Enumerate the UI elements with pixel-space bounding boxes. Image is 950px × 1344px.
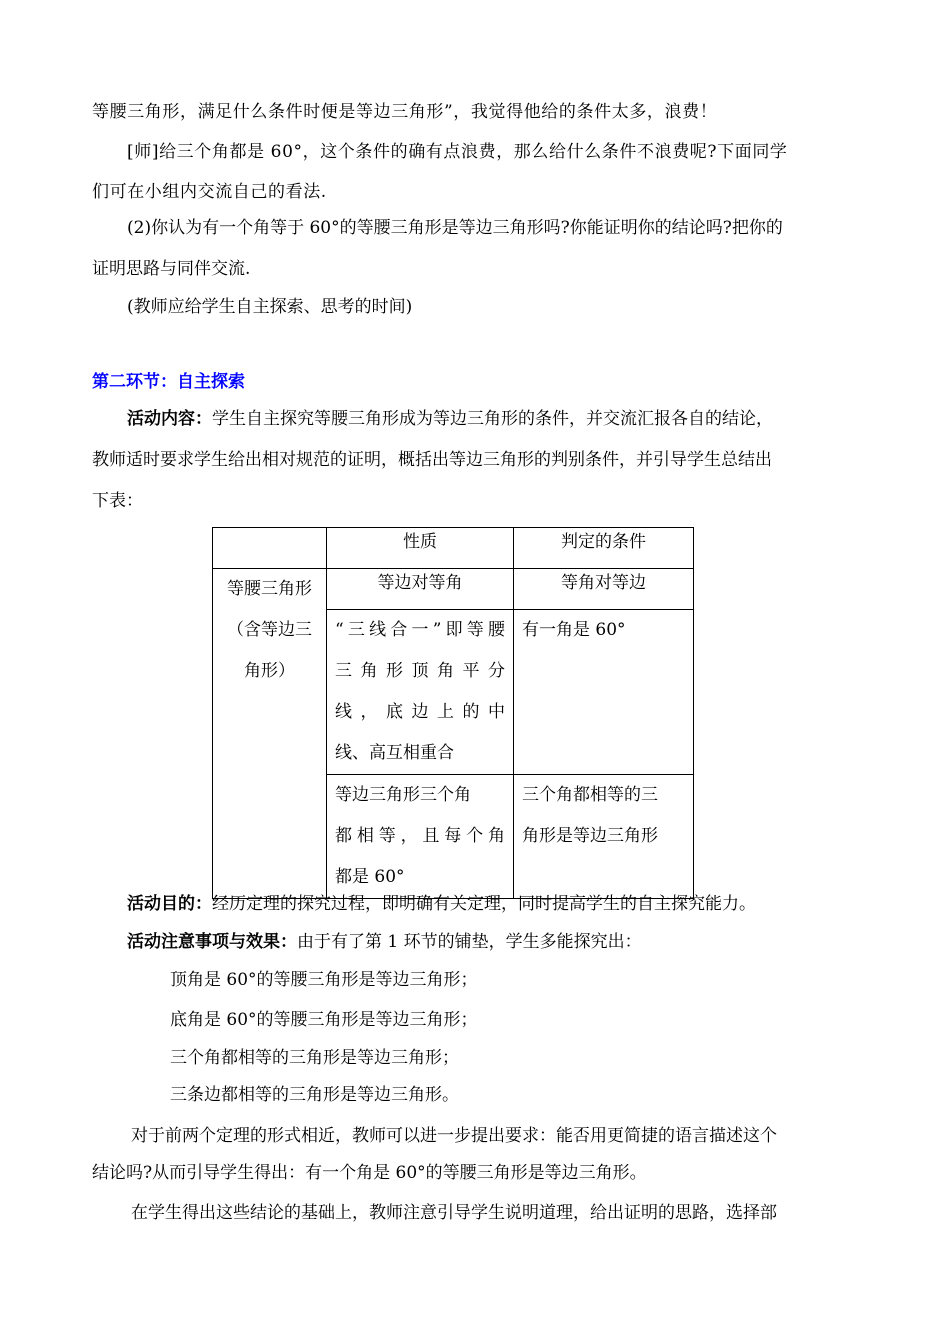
activity-goal-text: 经历定理的探究过程，即明确有关定理，同时提高学生的自主探究能力。 — [212, 894, 756, 914]
cell-line: 线、高互相重合 — [335, 743, 454, 763]
paragraph-line: 证明思路与同伴交流. — [92, 259, 251, 279]
property-cell: 等边对等角 — [327, 569, 514, 610]
condition-cell — [514, 775, 694, 899]
cell-line: 三角形顶角平分 — [335, 661, 505, 681]
paragraph-line: 在学生得出这些结论的基础上，教师注意引导学生说明道理，给出证明的思路，选择部 — [131, 1203, 777, 1223]
cell-line: 都相等，且每个角 — [335, 826, 505, 846]
activity-content-text: 学生自主探究等腰三角形成为等边三角形的条件，并交流汇报各自的结论， — [212, 409, 773, 429]
cell-line: 角形是等边三角形 — [522, 826, 658, 846]
row-label-cell — [213, 569, 327, 899]
paragraph-line: 对于前两个定理的形式相近，教师可以进一步提出要求：能否用更简捷的语言描述这个 — [131, 1126, 777, 1146]
list-item: 三条边都相等的三角形是等边三角形。 — [170, 1085, 459, 1105]
condition-cell: 等角对等边 — [514, 569, 694, 610]
activity-notes-label: 活动注意事项与效果： — [127, 932, 297, 952]
header-cell-property: 性质 — [327, 528, 514, 569]
condition-cell — [514, 610, 694, 775]
activity-goal-label: 活动目的： — [127, 894, 212, 914]
table-header-row — [213, 528, 694, 569]
activity-content — [127, 408, 773, 430]
activity-goal — [127, 893, 756, 915]
paragraph-line: 结论吗?从而引导学生得出：有一个角是 60°的等腰三角形是等边三角形。 — [92, 1163, 647, 1183]
row-label-line: （含等边三 — [227, 620, 312, 640]
table-row — [213, 569, 694, 610]
cell-line: 三个角都相等的三 — [522, 785, 658, 805]
paragraph-line: 等腰三角形，满足什么条件时便是等边三角形”，我觉得他给的条件太多，浪费！ — [92, 102, 718, 122]
row-label-line: 等腰三角形 — [227, 579, 312, 599]
cell-line: “三线合一”即等腰 — [335, 620, 505, 640]
cell-line: 线，底边上的中 — [335, 702, 505, 722]
list-item: 底角是 60°的等腰三角形是等边三角形； — [170, 1010, 478, 1030]
activity-notes-text: 由于有了第 1 环节的铺垫，学生多能探究出： — [297, 932, 642, 952]
paragraph-line: [师]给三个角都是 60°，这个条件的确有点浪费，那么给什么条件不浪费呢?下面同学 — [127, 142, 788, 162]
paragraph-line: (教师应给学生自主探索、思考的时间) — [127, 297, 413, 317]
activity-notes — [127, 931, 642, 953]
cell-line: 等边三角形三个角 — [335, 785, 471, 805]
paragraph-line: (2)你认为有一个角等于 60°的等腰三角形是等边三角形吗?你能证明你的结论吗?把你的 — [127, 218, 783, 238]
paragraph-line: 们可在小组内交流自己的看法. — [92, 182, 327, 202]
activity-content-label: 活动内容： — [127, 409, 212, 429]
list-item: 顶角是 60°的等腰三角形是等边三角形； — [170, 970, 478, 990]
summary-table — [212, 527, 694, 899]
property-cell — [327, 610, 514, 775]
cell-line: 有一角是 60° — [522, 620, 626, 640]
section-heading: 第二环节：自主探索 — [92, 372, 245, 392]
row-label-line: 角形） — [244, 661, 295, 681]
property-cell — [327, 775, 514, 899]
paragraph-line: 教师适时要求学生给出相对规范的证明，概括出等边三角形的判别条件，并引导学生总结出 — [92, 450, 772, 470]
list-item: 三个角都相等的三角形是等边三角形； — [170, 1048, 459, 1068]
header-cell-condition: 判定的条件 — [514, 528, 694, 569]
cell-line: 都是 60° — [335, 867, 405, 887]
header-cell-empty — [213, 528, 327, 569]
paragraph-line: 下表： — [92, 491, 143, 511]
